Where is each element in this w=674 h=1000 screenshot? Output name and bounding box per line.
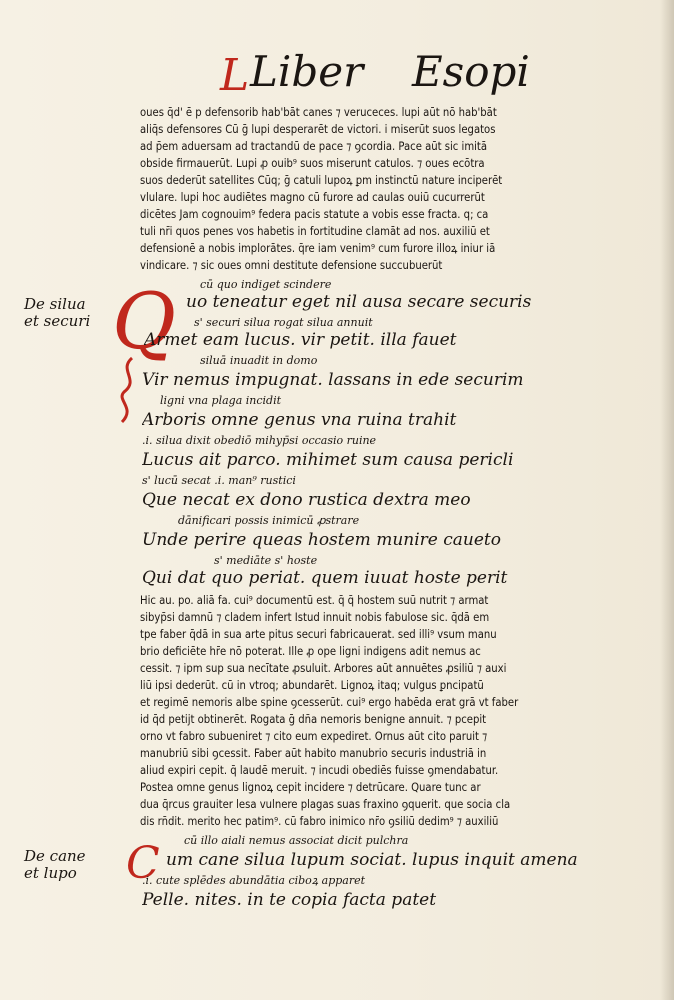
- margin-note-line: et lupo: [24, 864, 77, 882]
- prose-line: et regimē nemoris albe spine ꝯcesserūt. cui⁹ ergo habēda erat grā vt faber: [140, 696, 519, 709]
- prose-line: aliq̄s defensores Cū ḡ lupi desperarēt de victori. i miserūt suos legatos: [140, 123, 496, 136]
- verse-line: Vir nemus impugnat. lassans in ede securim: [142, 370, 524, 390]
- prose-line: liū ipsi dederūt. cū in vtroq; abundarēt. Lignoꝝ itaq; vulgus ꝑncipatū: [140, 679, 484, 692]
- gloss-line: s' lucū secat .i. man⁹ rustici: [142, 474, 296, 487]
- prose-line: brio deficiēte hr̄e nō poterat. Ille ꝓ ope ligni indigens adit nemus ac: [140, 645, 481, 658]
- header-title-liber: Liber: [250, 47, 364, 96]
- prose-line: tuli nr̄i quos penes vos habetis in fortitudine clamāt ad nos. auxiliū et: [140, 225, 490, 238]
- gloss-line: siluā inuadit in domo: [200, 354, 318, 367]
- gloss-line: s' securi silua rogat silua annuit: [194, 316, 373, 329]
- prose-line: ad p̄em aduersam ad tractandū de pace ⁊ ꝯcordia. Pace aūt sic imitā: [140, 140, 488, 153]
- prose-line: aliud expiri cepit. q̄ laudē meruit. ⁊ incudi obediēs fuisse ꝯmendabatur.: [140, 764, 499, 777]
- gloss-line: s' mediāte s' hoste: [214, 554, 318, 567]
- prose-line: Hic au. po. aliā fa. cui⁹ documentū est. q̄ q̄ hostem suū nutrit ⁊ armat: [140, 594, 489, 607]
- margin-note-silua: [24, 296, 104, 330]
- verse-line: uo teneatur eget nil ausa secare securis: [186, 292, 532, 312]
- red-initial-q: Q: [112, 277, 176, 367]
- red-initial-c: C: [126, 838, 160, 889]
- prose-line: cessit. ⁊ ipm sup sua necītate ꝓsuluit. Arbores aūt annuētes ꝓsiliū ⁊ auxi: [140, 662, 507, 675]
- prose-line: vindicare. ⁊ sic oues omni destitute defensione succubuerūt: [140, 259, 443, 272]
- gloss-line: cū illo aiali nemus associat dicit pulchra: [184, 834, 409, 847]
- header-title-esopi: Esopi: [412, 47, 530, 96]
- prose-line: Postea omne genus lignoꝝ cepit incidere ⁊ detrūcare. Quare tunc ar: [140, 781, 481, 794]
- prose-line: dua q̄rcus grauiter lesa vulnere plagas suas fraxino ꝯquerit. que socia cla: [140, 798, 511, 811]
- verse-line: Qui dat quo periat. quem iuuat hoste perit: [142, 568, 508, 588]
- verse-line: Que necat ex dono rustica dextra meo: [142, 490, 471, 510]
- prose-line: vlulare. lupi hoc audiētes magno cū furore ad caulas ouiū cucurrerūt: [140, 191, 485, 204]
- margin-note-line: et securi: [24, 312, 91, 330]
- gloss-line: .i. silua dixit obediō mihyp̄si occasio ruine: [142, 434, 377, 447]
- page-edge-shadow: [660, 0, 674, 1000]
- header-red-initial: L: [220, 50, 250, 101]
- running-header: [220, 48, 560, 100]
- prose-line: sibyp̄si damnū ⁊ cladem infert Istud innuit nobis fabulose sic. q̄dā em: [140, 611, 490, 624]
- margin-note-cane: [24, 848, 104, 882]
- gloss-line: dānificari possis inimicū ꝓstrare: [178, 514, 360, 527]
- gloss-line: ligni vna plaga incidit: [160, 394, 282, 407]
- verse-line: Lucus ait parco. mihimet sum causa pericli: [142, 450, 514, 470]
- prose-line: manubriū sibi ꝯcessit. Faber aūt habito manubrio securis industriā in: [140, 747, 487, 760]
- verse-line: um cane silua lupum sociat. lupus inquit amena: [166, 850, 578, 870]
- margin-note-line: De cane: [24, 847, 86, 865]
- verse-line: Arboris omne genus vna ruina trahit: [142, 410, 457, 430]
- prose-line: dis rn̄dit. merito hec patim⁹. cū fabro inimico nr̄o ꝯsiliū dedim⁹ ⁊ auxiliū: [140, 815, 499, 828]
- gloss-line: .i. cute splēdes abundātia ciboꝝ apparet: [142, 874, 366, 887]
- prose-line: obside firmauerūt. Lupi ꝓ ouib⁹ suos miserunt catulos. ⁊ oues ecōtra: [140, 157, 485, 170]
- margin-note-line: De silua: [24, 295, 86, 313]
- prose-line: orno vt fabro subueniret ⁊ cito eum expediret. Ornus aūt cito paruit ⁊: [140, 730, 488, 743]
- gloss-line: cū quo indiget scindere: [200, 278, 332, 291]
- verse-line: Armet eam lucus. vir petit. illa fauet: [144, 330, 457, 350]
- prose-line: suos dederūt satellites Cūq; ḡ catuli lupoꝝ ꝑm instinctū nature inciperēt: [140, 174, 503, 187]
- prose-line: defensionē a nobis implorātes. q̄re iam venim⁹ cum furore illoꝝ iniur iā: [140, 242, 496, 255]
- prose-line: id q̄d petijt obtinerēt. Rogata ḡ dn̄a nemoris benigne annuit. ⁊ pcepit: [140, 713, 487, 726]
- prose-line: tpe faber q̄dā in sua arte pitus securi fabricauerat. sed illi⁹ vsum manu: [140, 628, 497, 641]
- red-flourish-decoration: [114, 356, 144, 426]
- prose-line: oues q̄d' ē p defensorib hab'bāt canes ⁊ veruceces. lupi aūt nō hab'bāt: [140, 106, 497, 119]
- prose-line: dicētes Jam cognouim⁹ federa pacis statute a vobis esse fracta. q; ca: [140, 208, 489, 221]
- verse-line: Pelle. nites. in te copia facta patet: [142, 890, 437, 910]
- verse-line: Unde perire queas hostem munire caueto: [142, 530, 501, 550]
